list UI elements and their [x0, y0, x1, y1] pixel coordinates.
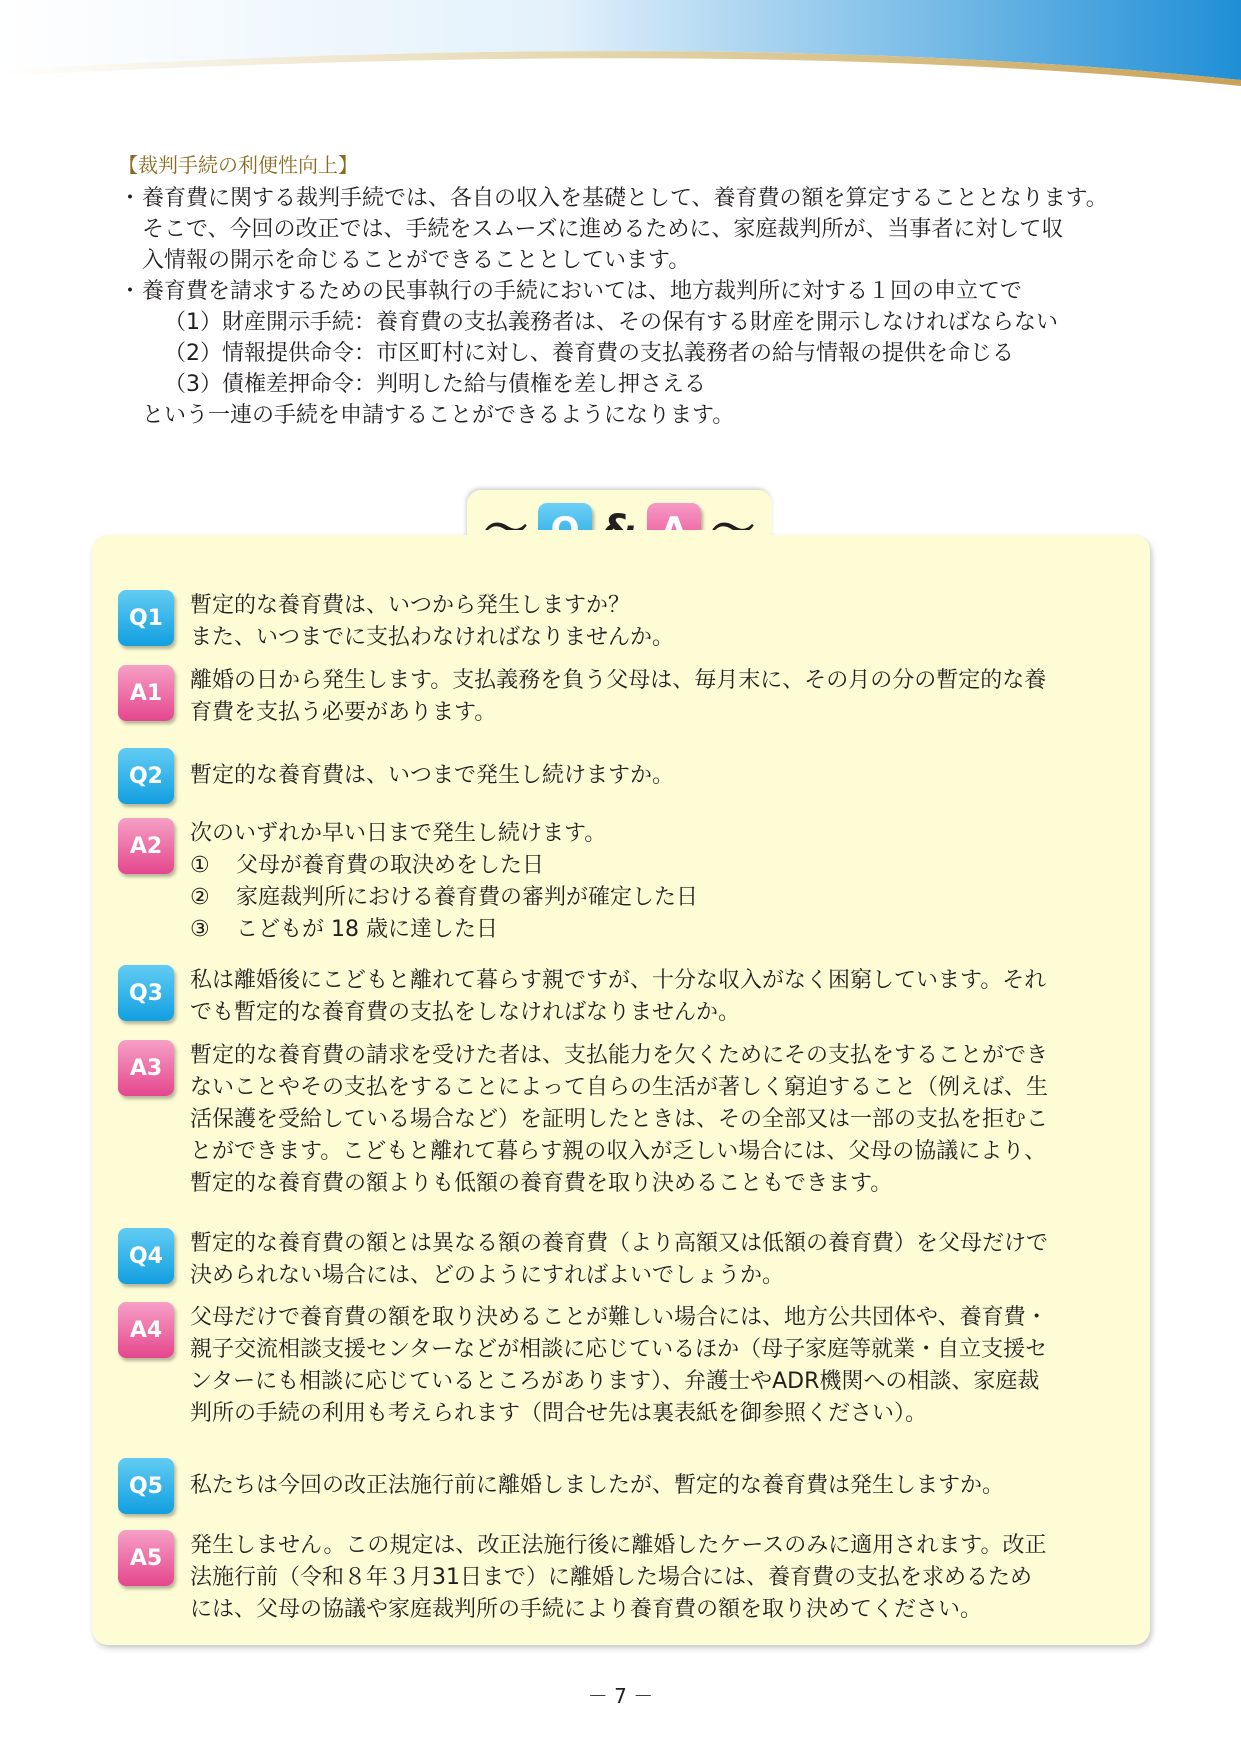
- text-line: 暫定的な養育費の額とは異なる額の養育費（より高額又は低額の養育費）を父母だけで: [190, 1231, 1049, 1256]
- list-item: [190, 914, 1128, 946]
- bullet-item: [118, 276, 1168, 307]
- text-line: 私は離婚後にこどもと離れて暮らす親ですが、十分な収入がなく困窮しています。それ: [190, 968, 1047, 993]
- answer-text: [190, 1302, 1128, 1430]
- question-badge: Q3: [118, 965, 174, 1021]
- text-line: 暫定的な養育費の額よりも低額の養育費を取り決めることもできます。: [190, 1171, 893, 1196]
- text-line: 私たちは今回の改正法施行前に離婚しましたが、暫定的な養育費は発生しますか。: [190, 1473, 1005, 1498]
- procedure-item: （2）情報提供命令：市区町村に対し、養育費の支払義務者の給与情報の提供を命じる: [164, 341, 1014, 366]
- header-decoration: [0, 0, 1241, 90]
- question-text: [190, 1228, 1128, 1292]
- bullet-body: [142, 183, 1168, 276]
- answer-badge: A4: [118, 1302, 174, 1358]
- question-text: [190, 965, 1128, 1029]
- question-badge: Q4: [118, 1228, 174, 1284]
- text-line: 親子交流相談支援センターなどが相談に応じているほか（母子家庭等就業・自立支援セ: [190, 1337, 1048, 1362]
- list-text: 家庭裁判所における養育費の審判が確定した日: [236, 885, 699, 910]
- text-line: 法施行前（令和８年３月31日まで）に離婚した場合には、養育費の支払を求めるため: [190, 1565, 1032, 1590]
- text-line: ンターにも相談に応じているところがあります）、弁護士やADR機関への相談、家庭裁: [190, 1369, 1040, 1394]
- text-line: 父母だけで養育費の額を取り決めることが難しい場合には、地方公共団体や、養育費・: [190, 1305, 1048, 1330]
- answer-5: [118, 1530, 1128, 1626]
- text-line: ないことやその支払をすることによって自らの生活が著しく窮迫すること（例えば、生: [190, 1075, 1049, 1100]
- answer-text: [190, 1530, 1128, 1626]
- answer-badge: A3: [118, 1040, 174, 1096]
- answer-text: [190, 818, 1128, 946]
- answer-4: [118, 1302, 1128, 1430]
- page-number: － 7 －: [587, 1684, 654, 1708]
- text-line: 決められない場合には、どのようにすればよいでしょうか。: [190, 1263, 785, 1288]
- answer-1: [118, 665, 1128, 729]
- closing-line: という一連の手続を申請することができるようになります。: [142, 403, 735, 428]
- qa-tab-joint: [469, 530, 770, 550]
- text-line: 活保護を受給している場合など）を証明したときは、その全部又は一部の支払を拒むこ: [190, 1107, 1049, 1132]
- answer-badge: A1: [118, 665, 174, 721]
- answer-badge: A2: [118, 818, 174, 874]
- answer-3: [118, 1040, 1128, 1200]
- bullet-marker: ・: [118, 279, 141, 304]
- bullet-body: 養育費を請求するための民事執行の手続においては、地方裁判所に対する１回の申立てで: [142, 279, 1023, 304]
- text-line: 離婚の日から発生します。支払義務を負う父母は、毎月末に、その月の分の暫定的な養: [190, 668, 1047, 693]
- list-text: 父母が養育費の取決めをした日: [236, 853, 545, 878]
- answer-text: [190, 1040, 1128, 1200]
- question-badge: Q5: [118, 1458, 174, 1514]
- bullet-line: 養育費に関する裁判手続では、各自の収入を基礎として、養育費の額を算定することとなります。: [142, 186, 1108, 211]
- list-item: [190, 850, 1128, 882]
- answer-badge: A5: [118, 1530, 174, 1586]
- list-text: こどもが 18 歳に達した日: [236, 917, 498, 942]
- bullet-marker: ・: [118, 186, 141, 211]
- question-text: [190, 748, 1128, 804]
- text-line: でも暫定的な養育費の支払をしなければなりませんか。: [190, 1000, 741, 1025]
- procedure-item: （3）債権差押命令：判明した給与債権を差し押さえる: [164, 372, 706, 397]
- intro-section: [118, 150, 1168, 431]
- bullet-item: [118, 183, 1168, 276]
- text-line: 育費を支払う必要があります。: [190, 700, 497, 725]
- bullet-line: 入情報の開示を命じることができることとしています。: [142, 248, 691, 273]
- question-4: [118, 1228, 1128, 1292]
- question-1: [118, 590, 1128, 654]
- text-line: 暫定的な養育費は、いつまで発生し続けますか。: [190, 763, 675, 788]
- text-line: 暫定的な養育費の請求を受けた者は、支払能力を欠くためにその支払をすることができ: [190, 1043, 1049, 1068]
- text-line: 暫定的な養育費は、いつから発生しますか？: [190, 593, 631, 618]
- question-3: [118, 965, 1128, 1029]
- question-text: [190, 590, 1128, 654]
- list-item: [190, 882, 1128, 914]
- text-line: 発生しません。この規定は、改正法施行後に離婚したケースのみに適用されます。改正: [190, 1533, 1047, 1558]
- question-badge: Q1: [118, 590, 174, 646]
- list-number: ③: [190, 917, 210, 942]
- answer-2: [118, 818, 1128, 946]
- text-line: 判所の手続の利用も考えられます（問合せ先は裏表紙を御参照ください）。: [190, 1401, 928, 1426]
- question-badge: Q2: [118, 748, 174, 804]
- text-line: には、父母の協議や家庭裁判所の手続により養育費の額を取り決めてください。: [190, 1597, 983, 1622]
- question-2: [118, 748, 1128, 804]
- answer-text: [190, 665, 1128, 729]
- list-number: ①: [190, 853, 210, 878]
- section-heading: 【裁判手続の利便性向上】: [118, 153, 358, 177]
- text-line: 次のいずれか早い日まで発生し続けます。: [190, 821, 607, 846]
- bullet-line: そこで、今回の改正では、手続をスムーズに進めるために、家庭裁判所が、当事者に対して収: [142, 217, 1064, 242]
- text-line: また、いつまでに支払わなければなりませんか。: [190, 625, 675, 650]
- question-text: [190, 1458, 1128, 1514]
- list-number: ②: [190, 885, 210, 910]
- procedure-item: （1）財産開示手続：養育費の支払義務者は、その保有する財産を開示しなければならない: [164, 310, 1059, 335]
- text-line: とができます。こどもと離れて暮らす親の収入が乏しい場合には、父母の協議により、: [190, 1139, 1047, 1164]
- question-5: [118, 1458, 1128, 1514]
